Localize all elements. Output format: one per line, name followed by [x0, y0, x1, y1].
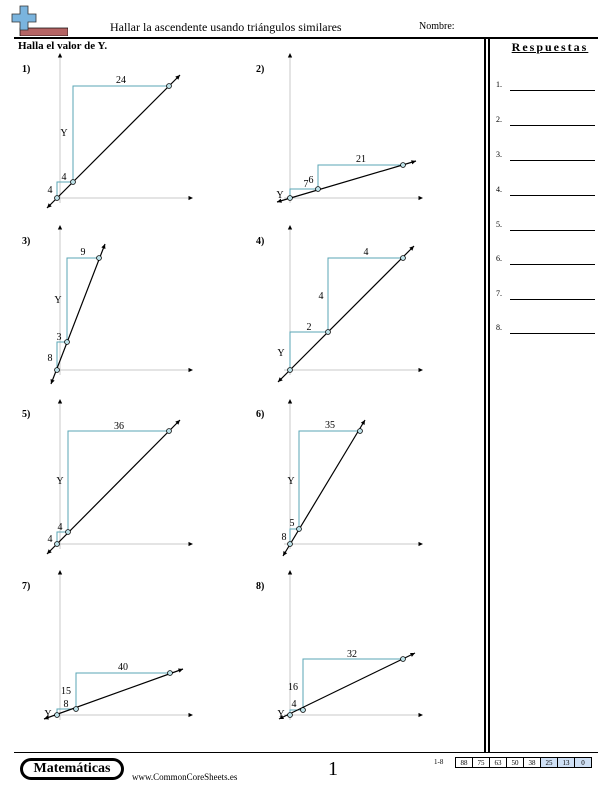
line-point: [55, 368, 60, 373]
answers-title: Respuestas: [511, 40, 589, 54]
line-point: [316, 187, 321, 192]
line-point: [326, 330, 331, 335]
left-base-label: 4: [47, 534, 53, 545]
y-axis-arrow-icon: [288, 53, 292, 58]
y-axis-arrow-icon: [288, 225, 292, 230]
y-axis-arrow-icon: [288, 570, 292, 575]
x-axis-arrow-icon: [188, 542, 193, 546]
y-axis-arrow-icon: [58, 53, 62, 58]
left-base-label: Y: [277, 709, 285, 720]
line-point: [168, 671, 173, 676]
small-rise-label: 2: [306, 322, 312, 333]
line-point: [66, 530, 71, 535]
score-cell: 13: [558, 758, 575, 768]
small-rise-label: 4: [61, 172, 67, 183]
score-cell: 88: [456, 758, 473, 768]
run-label: 4: [363, 247, 369, 258]
small-rise-label: 4: [57, 522, 63, 533]
sloped-line: [279, 653, 415, 719]
x-axis-arrow-icon: [188, 196, 193, 200]
sloped-line: [283, 420, 365, 556]
answer-label: 6.: [496, 254, 502, 263]
rise-label: Y: [54, 295, 62, 306]
line-point: [301, 708, 306, 713]
line-point: [288, 196, 293, 201]
score-cell: 38: [524, 758, 541, 768]
sloped-line: [278, 246, 414, 382]
answer-blank[interactable]: [510, 90, 595, 91]
run-label: 35: [325, 420, 335, 431]
column-divider-right: [488, 38, 490, 752]
answer-label: 8.: [496, 323, 502, 332]
answer-blank[interactable]: [510, 264, 595, 265]
run-label: 21: [356, 154, 366, 165]
small-rise-label: 7: [303, 179, 309, 190]
answer-label: 1.: [496, 80, 502, 89]
score-cell: 0: [575, 758, 592, 768]
x-axis-arrow-icon: [418, 542, 423, 546]
sloped-line: [277, 161, 416, 202]
line-point: [97, 256, 102, 261]
problem-number: 4): [256, 236, 265, 247]
answer-blank[interactable]: [510, 125, 595, 126]
answer-label: 2.: [496, 115, 502, 124]
line-point: [288, 368, 293, 373]
run-label: 24: [116, 75, 126, 86]
score-cell: 63: [490, 758, 507, 768]
answer-label: 5.: [496, 220, 502, 229]
line-point: [288, 542, 293, 547]
x-axis-arrow-icon: [418, 368, 423, 372]
x-axis-arrow-icon: [418, 196, 423, 200]
answer-blank[interactable]: [510, 299, 595, 300]
line-point: [167, 429, 172, 434]
y-axis-arrow-icon: [58, 225, 62, 230]
line-point: [358, 429, 363, 434]
run-label: 32: [347, 649, 357, 660]
score-range: 1-8: [434, 758, 444, 766]
line-arrow-icon: [178, 668, 183, 672]
x-axis-arrow-icon: [188, 368, 193, 372]
score-table: [455, 757, 592, 768]
line-point: [71, 180, 76, 185]
x-axis-arrow-icon: [418, 713, 423, 717]
line-point: [55, 713, 60, 718]
rise-label: 16: [288, 682, 298, 693]
small-rise-label: 3: [56, 332, 62, 343]
page-number: 1: [328, 758, 338, 780]
line-point: [167, 84, 172, 89]
problem-number: 5): [22, 409, 31, 420]
problem-number: 7): [22, 581, 31, 592]
rise-label: 15: [61, 686, 71, 697]
rise-label: Y: [56, 476, 64, 487]
answer-blank[interactable]: [510, 230, 595, 231]
left-base-label: 8: [281, 532, 287, 543]
rise-label: 4: [318, 291, 324, 302]
sloped-line: [51, 244, 105, 384]
sloped-line: [47, 75, 180, 208]
line-point: [65, 340, 70, 345]
site-url: www.CommonCoreSheets.es: [132, 772, 238, 782]
answer-blank[interactable]: [510, 333, 595, 334]
name-label: Nombre:: [419, 21, 455, 32]
line-point: [55, 542, 60, 547]
line-point: [401, 256, 406, 261]
small-rise-label: 4: [291, 699, 297, 710]
small-rise-label: 8: [63, 699, 69, 710]
line-point: [297, 527, 302, 532]
score-cell: 50: [507, 758, 524, 768]
line-point: [401, 163, 406, 168]
answer-label: 3.: [496, 150, 502, 159]
left-base-label: Y: [277, 348, 285, 359]
answer-blank[interactable]: [510, 195, 595, 196]
problem-number: 8): [256, 581, 265, 592]
problem-number: 6): [256, 409, 265, 420]
line-point: [55, 196, 60, 201]
score-cell: 25: [541, 758, 558, 768]
worksheet-title: Hallar la ascendente usando triángulos similares: [110, 20, 342, 34]
y-axis-arrow-icon: [288, 399, 292, 404]
subject-badge: [20, 758, 124, 780]
instructions: Halla el valor de Y.: [18, 40, 108, 52]
score-cell: 75: [473, 758, 490, 768]
answer-blank[interactable]: [510, 160, 595, 161]
run-label: 9: [80, 247, 86, 258]
small-run-label: 6: [308, 175, 314, 186]
rise-label: Y: [287, 476, 295, 487]
x-axis-arrow-icon: [188, 713, 193, 717]
left-base-label: 4: [47, 185, 53, 196]
left-base-label: 8: [47, 353, 53, 364]
answer-label: 4.: [496, 185, 502, 194]
problem-number: 2): [256, 64, 265, 75]
line-point: [288, 713, 293, 718]
subject-badge-label: Matemáticas: [23, 761, 121, 777]
y-axis-arrow-icon: [58, 570, 62, 575]
left-base-label: Y: [44, 709, 52, 720]
small-rise-label: 5: [289, 518, 295, 529]
footer-rule: [14, 752, 598, 753]
line-point: [401, 657, 406, 662]
rise-label: Y: [60, 128, 68, 139]
run-label: 40: [118, 662, 128, 673]
column-divider-left: [484, 38, 486, 752]
answer-label: 7.: [496, 289, 502, 298]
line-point: [74, 707, 79, 712]
problem-number: 1): [22, 64, 31, 75]
run-label: 36: [114, 421, 124, 432]
problem-number: 3): [22, 236, 31, 247]
y-axis-arrow-icon: [58, 399, 62, 404]
left-base-label: Y: [276, 190, 284, 201]
